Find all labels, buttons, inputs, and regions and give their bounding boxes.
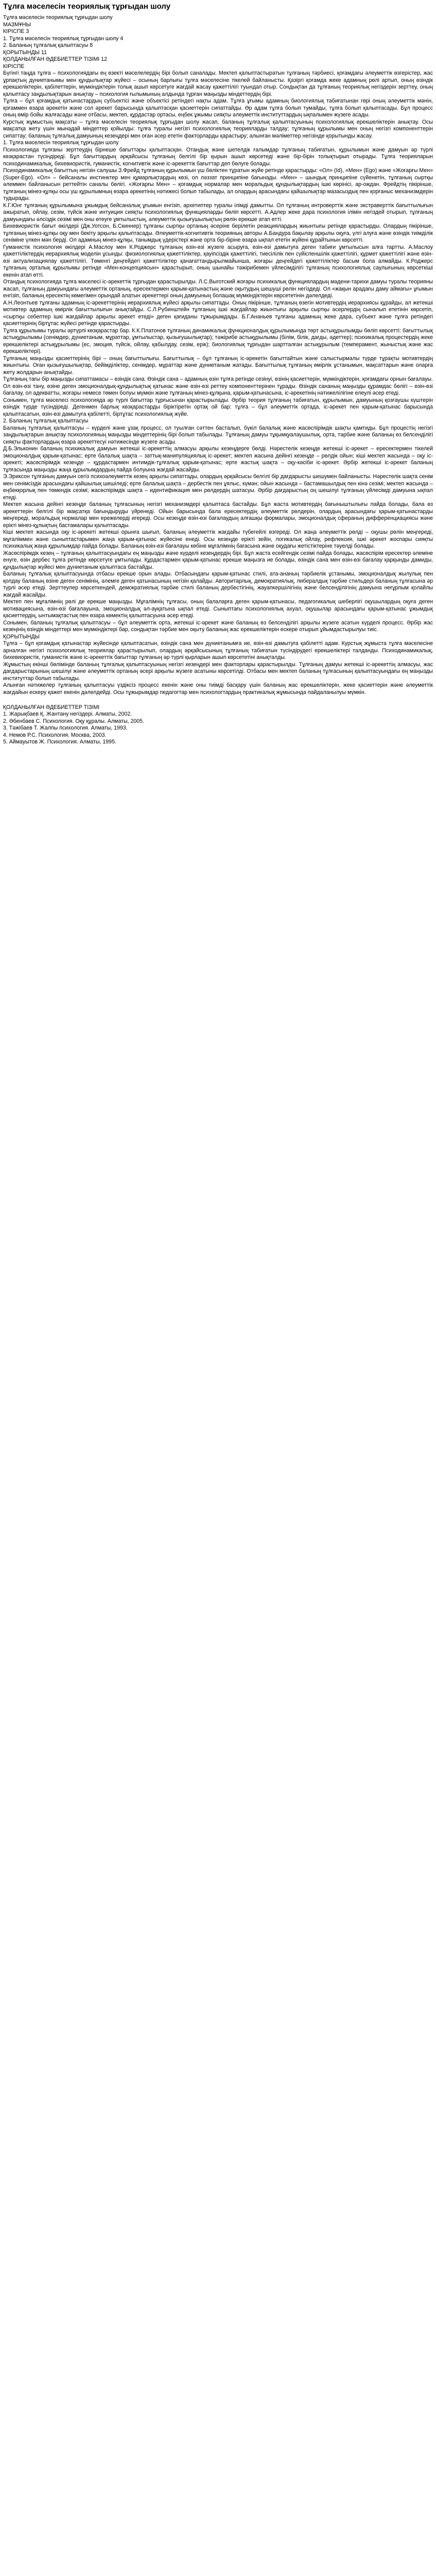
section-heading: КІРІСПЕ bbox=[3, 63, 25, 70]
references-list bbox=[3, 711, 433, 746]
body-paragraph: Курстық жұмыстың мақсаты – тұлға мәселесін теориялық тұрғыдан шолу жасап, баланың тұлғалық қалыптасуының психологиялық ерекшеліктерін анықтау. Осы мақсатқа жету үшін мынадай міндеттер қойылды: тұлға туралы негізгі психологиялық теорияларды талдау; тұлғаның құрылымы мен оның негізгі компоненттерін сипаттау; баланың тұлғалық дамуының кезеңдері мен оған әсер ететін факторларды қарастыру; алынған мәліметтер негізінде қорытынды жасау. bbox=[3, 118, 433, 139]
body-paragraph: Тұлға – бұл қоғамдық қатынастар жүйесінде қалыптасатын, өзіндік сана мен дүниетанымға ие, өзін-өзі дамытуға қабілетті адам. Курстық жұмыста тұлға мәселесіне арналған негізгі психологиялық теориялар қарастырылып, олардың әрқайсысының тұлғаның табиғатын түсіндірудегі ерекшеліктері талданды. Психодинамикалық, бихевиористік, гуманистік және іс-әрекеттік бағыттар тұлғаның әр түрлі қырларын ашып көрсететіні анықталды. bbox=[3, 640, 433, 660]
toc-entry: 1. Тұлға мәселесін теориялық тұрғыдан шолу 4 bbox=[3, 35, 124, 42]
body-paragraph: Психологияда тұлғаны зерттеудің бірнеше бағыттары қалыптасқан. Отандық және шетелдік ғалымдар тұлғаның табиғатын, құрылымын және дамуын әр түрлі көзқарастан түсіндіреді. Бұл бағыттардың әрқайсысы тұлғаның белгілі бір қырын ашып көрсетеді және бір-бірін толықтырып отырады. Тұлға теорияларын психодинамикалық, бихевиористік, гуманистік, когнитивтік және іс-әрекеттік бағыттар деп бөлуге болады. bbox=[3, 146, 433, 167]
body-paragraph: Тұлға құрылымы туралы әртүрлі көзқарастар бар. К.К.Платонов тұлғаның динамикалық функционалдық құрылымында төрт астықұрылымды бөліп көрсетті: бағыттылық астықұрылымы (сенімдер, дүниетаным, мұраттар, ұмтылыстар, қызығушылықтар); тәжірибе астықұрылымы (білім, білік, дағды, әдеттер); психикалық процестердің жеке ерекшеліктері астықұрылымы (ес, эмоция, түйсік, ойлау, қабылдау, сезім, ерік); биологиялық тұрғыдан шартталған астықұрылым (темперамент, жыныстық және жас ерекшеліктері). bbox=[3, 327, 433, 354]
document-page bbox=[0, 0, 436, 758]
body-paragraph: 2. Баланың тұлғалық қалыптасуы bbox=[3, 418, 89, 424]
body-paragraph: Тұлғаның тағы бір маңызды сипаттамасы – өзіндік сана. Өзіндік сана – адамның өзін тұлға ретінде сезінуі, өзінің қасиеттерін, мүмкіндіктерін, қоғамдағы орнын бағалауы. Ол өзін-өзі тану, өзіне деген эмоционалдық-құндылықтық қатынас және өзін-өзі реттеу компоненттерінен тұрады. Өзіндік сананың маңызды құрамдас бөлігі – өзін-өзі бағалау, ол адекватты, жоғары немесе төмен болуы мүмкін және тұлғаның мінез-құлқына, қарым-қатынасына, іс-әрекетінің нәтижелілігіне елеулі әсер етеді. bbox=[3, 376, 433, 396]
spacer bbox=[3, 696, 433, 703]
body-paragraph: Сонымен, баланың тұлғалық қалыптасуы – бұл әлеуметтік орта, жетекші іс-әрекет және баланың өз белсенділігі арқылы жүзеге асатын күрделі процесс. Әрбір жас кезеңінің өзіндік міндеттері мен мүмкіндіктері бар, сондықтан тәрбие мен оқыту баланың жас ерекшеліктерін ескере отырып ұйымдастырылуы тиіс. bbox=[3, 619, 433, 633]
body-paragraph: Отандық психологияда тұлға мәселесі іс-әрекеттік тұрғыдан қарастырылды. Л.С.Выготский жоғары психикалық функциялардың мәдени-тарихи дамуы туралы теорияны жасап, тұлғаның дамуындағы әлеуметтік ортаның, ересектермен қарым-қатынастың және оқытудың шешуші рөлін негіздеді. Ол «жақын арадағы даму аймағы» ұғымын енгізіп, баланың ересектің көмегімен орындай алатын әрекеттері оның дамуының болашақ мүмкіндіктерін көрсететінін дәлелдеді. bbox=[3, 279, 433, 299]
body-text bbox=[3, 70, 433, 696]
body-paragraph: К.Г.Юнг тұлғаның құрылымына ұжымдық бейсаналық ұғымын енгізіп, архетиптер туралы ілімді дамытты. Ол тұлғаның интроверттік және экстраверттік бағыттылығын ажыратып, ойлау, сезім, түйсік және интуиция сияқты психологиялық функцияларды бөліп көрсетті. А.Адлер жеке дара психология ілімін негіздей отырып, тұлғаның дамуындағы әлсіздік сезімі мен оны өтеуге ұмтылыстың, әлеуметтік қызығушылықтың рөлін ерекше атап өтті. bbox=[3, 202, 433, 223]
toc-entry: КІРІСПЕ 3 bbox=[3, 28, 29, 35]
reference-item: 1. Жарықбаев Қ. Жантану негіздері. Алматы, 2002. bbox=[3, 711, 132, 717]
body-paragraph: Мектеп жасына дейінгі кезеңде баланың тұлғасының негізгі механизмдері қалыптаса бастайды. Бұл жаста мотивтердің бағыныштылығы пайда болады, бала өз әрекеттерін белгілі бір мақсатқа бағындыруды үйренеді. Ойын барысында бала ересектердің әлеуметтік рөлдерін, олардың арасындағы қарым-қатынастарды меңгереді, моральдық нормалар мен ережелерді игереді. Осы кезеңде өзін-өзі бағалаудың алғашқы формалары, эмоционалдық сфераның дифференциациясы және ерікті мінез-құлықтың бастамалары қалыптасады. bbox=[3, 501, 433, 529]
body-paragraph: Бихевиористік бағыт өкілдері (Дж.Уотсон, Б.Скиннер) тұлғаны сыртқы ортаның әсеріне берілетін реакциялардың жиынтығы ретінде қарастырды. Олардың пікірінше, тұлғаның мінез-құлқы оқу мен бекіту арқылы қалыптасады. Әлеуметтік-когнитивтік теорияның авторы А.Бандура бақылау арқылы оқуға, үлгі алуға және өзіндік тиімділік сеніміне үлкен мән берді. Ол адамның мінез-құлқы, танымдық үдерістері және орта бір-біріне өзара ықпал ететін жүйені құрайтынын көрсетті. bbox=[3, 223, 433, 243]
body-paragraph: Алынған нәтижелер тұлғаның қалыптасуы үздіксіз процесс екенін және оны тиімді басқару үшін баланың жас ерекшеліктерін, жеке қасиеттерін және әлеуметтік жағдайын ескеру қажет екенін дәлелдейді. Осы тұжырымдар педагогтар мен психологтардың практикалық жұмысында пайдаланылуы мүмкін. bbox=[3, 682, 433, 696]
document-title: Тұлға мәселесін теориялық тұрғыдан шолу bbox=[3, 2, 171, 11]
body-paragraph: Баланың тұлғалық қалыптасуында отбасы ерекше орын алады. Отбасындағы қарым-қатынас стилі, ата-ананың тәрбиелік ұстанымы, эмоционалдық жылулық пен қолдау баланың өзіне деген сенімінің, әлемге деген қатынасының негізін қалайды. Авторитарлық, демократиялық, либералдық тәрбие стильдері баланың тұлғасына әр түрлі әсер етеді. Зерттеулер көрсеткендей, демократиялық тәрбие стилі баланың дербестігінің, жауапкершілігінің және белсенділігінің дамуына неғұрлым қолайлы жағдай жасайды. bbox=[3, 571, 433, 598]
body-paragraph: Мектеп пен мұғалімнің рөлі де ерекше маңызды. Мұғалімнің тұлғасы, оның балаларға деген қарым-қатынасы, педагогикалық шеберлігі оқушылардың оқуға деген мотивациясына, өзін-өзі бағалауына, эмоционалдық әл-ауқатына ықпал етеді. Сыныптағы психологиялық ахуал, оқушылар арасындағы қарым-қатынас ұжымдық қасиеттердің, ынтымақтастық пен өзара көмектің қалыптасуына әсер етеді. bbox=[3, 599, 433, 619]
toc-entry: 2. Баланың тұлғалық қалыптасуы 8 bbox=[3, 42, 93, 48]
body-paragraph: 1. Тұлға мәселесін теориялық тұрғыдан шолу bbox=[3, 140, 119, 146]
reference-item: 4. Немов Р.С. Психология. Москва, 2003. bbox=[3, 732, 107, 738]
toc-heading: МАЗМҰНЫ bbox=[3, 21, 31, 28]
body-paragraph: Бүгінгі таңда тұлға – психологиядағы ең өзекті мәселелердің бірі болып саналады. Мектеп қалыптастыратын тұлғаның тәрбиесі, қоғамдағы әлеуметтік өзгерістер, жас ұрпақтың дүниетанымы мен құндылықтар жүйесі – осының барлығы тұлға мәселесіне тікелей байланысты. Қазіргі қоғамда жеке адамның рөлі артып, оның өзіндік ерекшеліктерін, қабілеттерін, мүмкіндіктерін толық ашып көрсетуге жағдай жасау қажеттілігі туындап отыр. Сондықтан да тұлғаның теориялық негіздерін зерттеу, оның қалыптасу заңдылықтарын анықтау – психология ғылымының алдында тұрған маңызды міндеттердің бірі. bbox=[3, 70, 433, 97]
body-paragraph: Психодинамикалық бағыттың негізін салушы З.Фрейд тұлғаның құрылымын үш бөліктен тұратын жүйе ретінде қарастырды: «Ол» (Id), «Мен» (Ego) және «Жоғарғы Мен» (Super-Ego). «Ол» – бейсаналы инстинктер мен құмарлықтардың көзі, ол ләззат принципіне бағынады. «Мен» – шындық принципіне сүйенетін, тұлғаның сыртқы әлеммен байланысын реттейтін саналы бөлігі. «Жоғарғы Мен» – қоғамдық нормалар мен моральдық құндылықтардың ішкі көрінісі, ар-ождан. Фрейдтің пікірінше, тұлғаның мінез-құлқы осы үш құрылымның өзара әрекетінің нәтижесі болып табылады, ал олардың арасындағы қайшылықтар мазасыздық пен қорғаныс механизмдерін тудырады. bbox=[3, 167, 433, 201]
body-paragraph: Тұлғаның маңызды қасиеттерінің бірі – оның бағыттылығы. Бағыттылық – бұл тұлғаның іс-әрекетін бағыттайтын және салыстырмалы түрде тұрақты мотивтердің жиынтығы. Оған қызығушылықтар, бейімділіктер, сенімдер, мұраттар және дүниетаным жатады. Бағыттылық тұлғаның өмірлік ұстанымын, мақсаттарын және оларға жету жолдарын анықтайды. bbox=[3, 355, 433, 376]
reference-item: 5. Аймауытов Ж. Психология. Алматы, 1995. bbox=[3, 739, 116, 745]
toc-entry: ҚОРЫТЫНДЫ 11 bbox=[3, 49, 47, 56]
body-paragraph: Тұлға – бұл қоғамдық қатынастардың субъектісі және объектісі ретіндегі нақты адам. Тұлға ұғымы адамның биологиялық табиғатынан гөрі оның әлеуметтік мәнін, қоғаммен өзара әрекетін және сол әрекет барысында қалыптасқан қасиеттерін сипаттайды. Әр адам тұлға болып тумайды, тұлға болып қалыптасады. Бұл процесс оның өмір бойы жалғасады және отбасы, мектеп, құрдастар ортасы, еңбек ұжымы сияқты әлеуметтік институттардың ықпалымен жүзеге асады. bbox=[3, 98, 433, 118]
table-of-contents bbox=[3, 14, 433, 70]
body-paragraph: Гуманистік психология өкілдері А.Маслоу мен К.Роджерс тұлғаның өзін-өзі жүзеге асыруға, өзін-өзі дамытуға деген табиғи ұмтылысын алға тартты. А.Маслоу қажеттіліктердің иерархиялық моделін ұсынды: физиологиялық қажеттіліктер, қауіпсіздік қажеттілігі, тиесілілік пен сүйіспеншілік қажеттілігі, құрмет қажеттілігі және өзін-өзі актуализациялау қажеттілігі. Төменгі деңгейдегі қажеттіліктер қанағаттандырылмайынша, жоғары деңгейдегі қажеттіліктер басым бола алмайды. К.Роджерс тұлғаның орталық құрылымы ретінде «Мен-концепциясын» қарастырып, оның шынайы тәжірибемен үйлесімділігі тұлғаның психологиялық саулығының көрсеткіші екенін атап өтті. bbox=[3, 244, 433, 278]
body-paragraph: Баланың тұлғалық қалыптасуы – күрделі және ұзақ процесс, ол туылған сәттен басталып, бүкіл балалық және жасөспірімдік шақты қамтиды. Бұл процестің негізгі заңдылықтарын анықтау психологияның маңызды міндеттерінің бірі болып табылады. Тұлғаның дамуы тұқымқуалаушылық, орта, тәрбие және баланың өз белсенділігі сияқты факторлардың өзара әрекеттесуі нәтижесінде жүзеге асады. bbox=[3, 425, 433, 445]
body-paragraph: Сонымен, тұлға мәселесі психологияда әр түрлі бағыттар тұрғысынан қарастырылады. Әрбір теория тұлғаның табиғатын, құрылымын, дамуының қозғаушы күштерін өзіндік түрде түсіндіреді. Дегенмен барлық көзқарастарды біріктіретін ортақ ой бар: тұлға – бұл әлеуметтік ортада, іс-әрекет пен қарым-қатынас барысында қалыптасатын, өзін-өзі дамытуға қабілетті, біртұтас психологиялық жүйе. bbox=[3, 397, 433, 417]
body-paragraph: Э.Эриксон тұлғаның дамуын сегіз психоәлеуметтік кезең арқылы сипаттады, олардың әрқайсысы белгілі бір дағдарысты шешумен байланысты. Нәрестелік шақта сенім мен сенімсіздік арасындағы қайшылық шешіледі; ерте балалық шақта – дербестік пен ұялыс, күмән; ойын жасында – бастамашылдық пен кінә сезімі; мектеп жасында – еңбекқорлық пен төмендік сезімі; жасөспірімдік шақта – идентификация мен рөлдердің шатасуы. Әрбір дағдарыстың оң шешілуі тұлғаның үйлесімді дамуына ықпал етеді. bbox=[3, 473, 433, 501]
body-paragraph: Д.Б.Эльконин баланың психикалық дамуын жетекші іс-әрекеттің алмасуы арқылы кезеңдерге бөлді. Нәрестелік кезеңде жетекші іс-әрекет – ересектермен тікелей эмоционалдық қарым-қатынас; ерте балалық шақта – заттық-манипуляциялық іс-әрекет; мектеп жасына дейінгі кезеңде – рөлдік ойын; кіші мектеп жасында – оқу іс-әрекеті; жасөспірімдік кезеңде – құрдастармен интимдік-тұлғалық қарым-қатынас; ерте жастық шақта – оқу-кәсіби іс-әрекет. Әрбір жетекші іс-әрекет баланың тұлғасында маңызды жаңа құрылымдардың пайда болуына жағдай жасайды. bbox=[3, 446, 433, 473]
references-heading: ҚОЛДАНЫЛҒАН ӘДЕБИЕТТЕР ТІЗІМІ bbox=[3, 704, 100, 710]
reference-item: 3. Тәжібаев Т. Жалпы психология. Алматы, 1993. bbox=[3, 725, 128, 731]
reference-item: 2. Әбенбаев С. Психология. Оқу құралы. Алматы, 2005. bbox=[3, 718, 144, 724]
body-paragraph: Жасөспірімдік кезең – тұлғаның қалыптасуындағы ең маңызды және күрделі кезеңдердің бірі. Бұл жаста есейгендік сезімі пайда болады, жасөспірім ересектер әлеміне енуге, өзін дербес тұлға ретінде көрсетуге ұмтылады. Құрдастармен қарым-қатынас ерекше маңызға ие болады, өзіндік сана мен өзін-өзі бағалау қарқынды дамиды, құндылықтар жүйесі мен дүниетаным қалыптаса бастайды. bbox=[3, 550, 433, 570]
toc-line: Тұлға мәселесін теориялық тұрғыдан шолу bbox=[3, 14, 113, 21]
toc-entry: ҚОЛДАНЫЛҒАН ӘДЕБИЕТТЕР ТІЗІМІ 12 bbox=[3, 56, 107, 62]
body-paragraph: Кіші мектеп жасында оқу іс-әрекеті жетекші орынға шығып, баланың әлеуметтік жағдайы түбегейлі өзгереді. Ол жаңа әлеуметтік рөлді – оқушы рөлін меңгереді, мұғаліммен және сыныптастарымен жаңа қарым-қатынас жүйесіне енеді. Осы кезеңде ерікті зейін, логикалық ойлау, рефлексия, ішкі әрекет жоспары сияқты психикалық жаңа құрылымдар пайда болады. Баланың өзін-өзі бағалауы көбіне мұғалімнің бағасына және оқудағы жетістіктеріне тәуелді болады. bbox=[3, 529, 433, 549]
body-paragraph: Жұмыстың екінші бөлімінде баланың тұлғалық қалыптасуының негізгі кезеңдері мен факторлары қарастырылды. Тұлғаның дамуы жетекші іс-әрекеттің алмасуы, жас дағдарыстарының шешілуі және әлеуметтік ортаның әсері арқылы жүзеге асатыны көрсетілді. Отбасы мен мектеп баланың тұлғасының қалыптасуындағы ең маңызды институттар болып табылады. bbox=[3, 661, 433, 682]
body-paragraph: А.Н.Леонтьев тұлғаны адамның іс-әрекеттерінің иерархиялық жүйесі арқылы сипаттады. Оның пікірінше, тұлғаның өзегін мотивтердің иерархиясы құрайды, ал жетекші мотивтер адамның өмірлік бағыттылығын анықтайды. С.Л.Рубинштейн тұлғаның ішкі жағдайлар жиынтығы арқылы сыртқы әсерлердің сыналып өтетінін көрсетіп, «сыртқы себептер ішкі жағдайлар арқылы әрекет етеді» деген қағиданы тұжырымдады. Б.Г.Ананьев тұлғаны адамның жеке дара, субъект және тұлға ретіндегі қасиеттерінің біртұтас жүйесі ретінде қарастырды. bbox=[3, 299, 433, 327]
body-paragraph: ҚОРЫТЫНДЫ bbox=[3, 633, 40, 640]
